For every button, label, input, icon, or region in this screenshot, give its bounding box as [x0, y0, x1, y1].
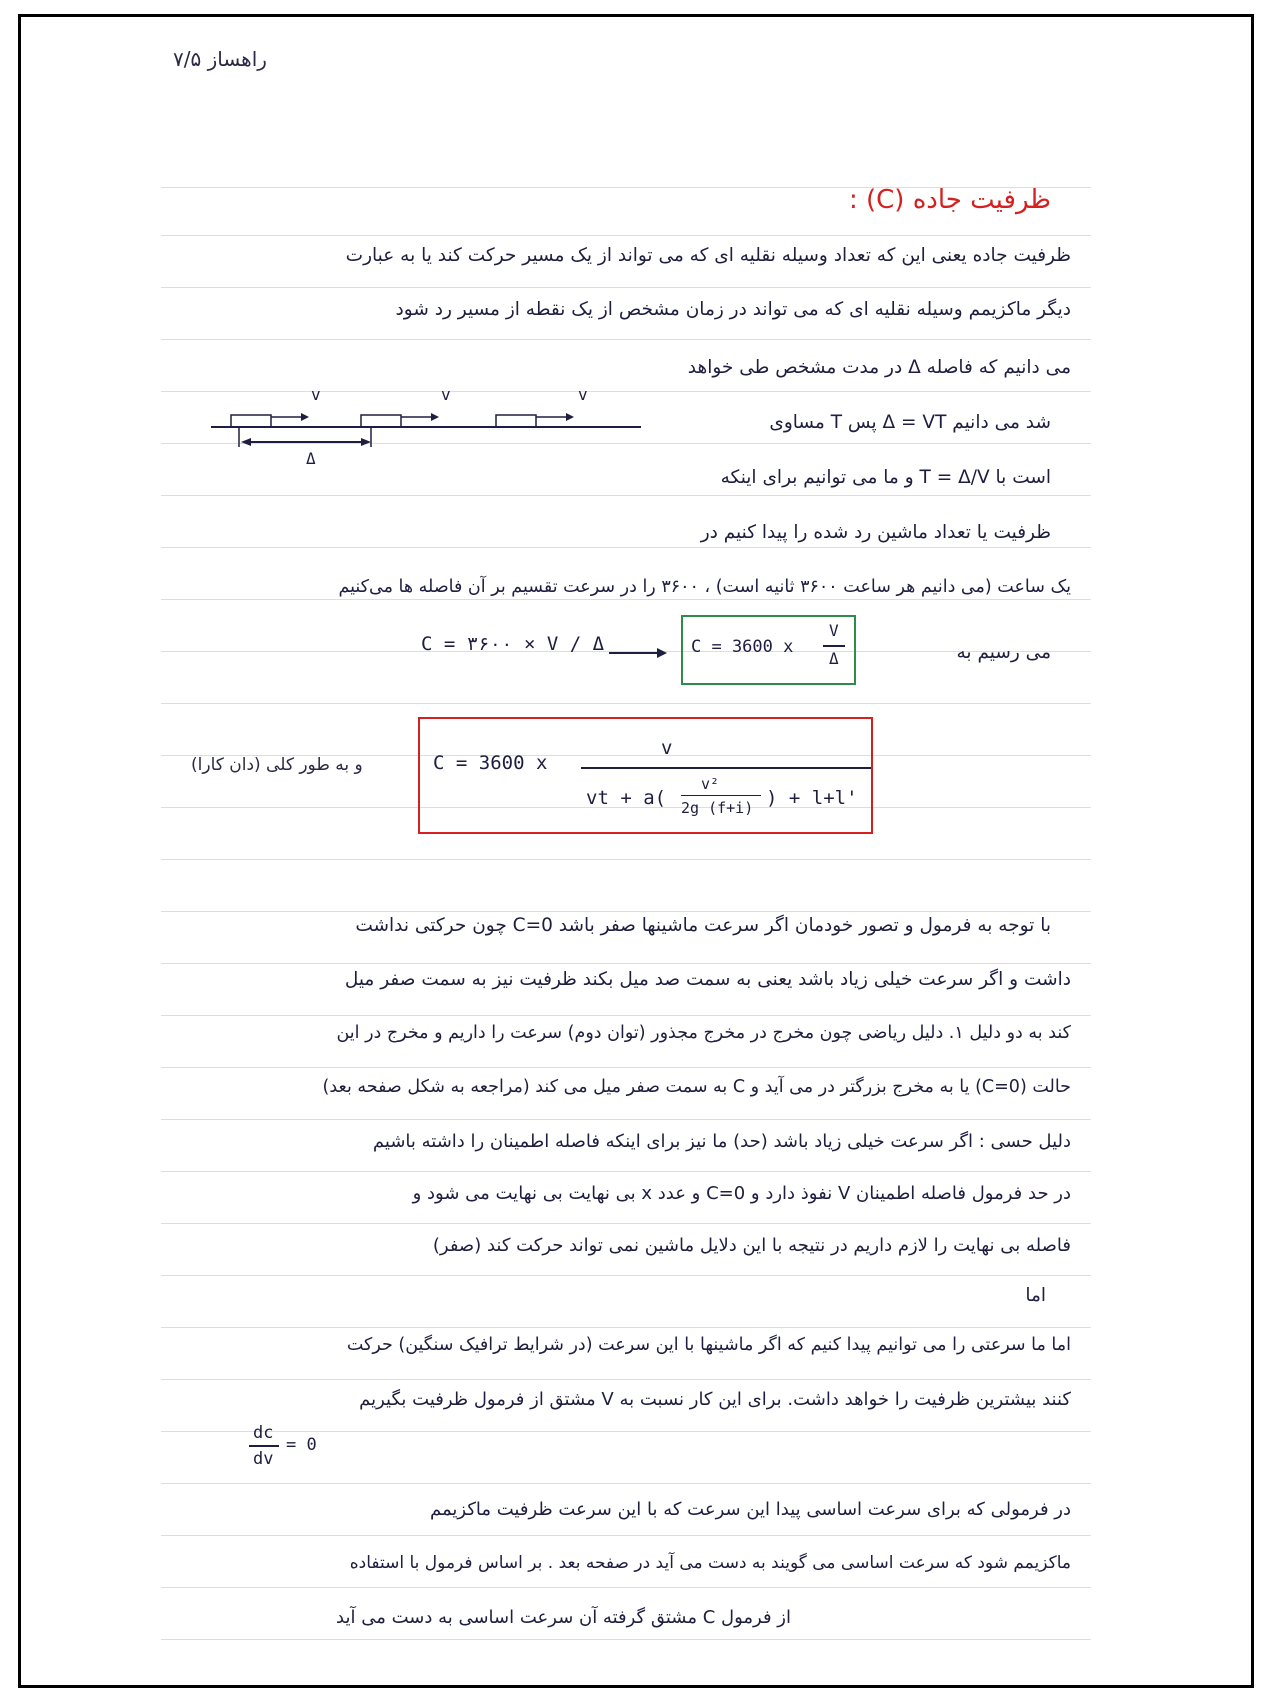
- text-line: در فرمولی که برای سرعت اساسی پیدا این سرعت که با این سرعت ظرفیت ماکزیمم: [430, 1499, 1071, 1520]
- fraction-bar: [681, 795, 761, 796]
- text-line: داشت و اگر سرعت خیلی زیاد باشد یعنی به سمت صد میل بکند ظرفیت نیز به سمت صفر میل: [344, 969, 1071, 990]
- rule-line: [161, 1015, 1091, 1016]
- text-line: اما ما سرعتی را می توانیم پیدا کنیم که اگر ماشینها با این سرعت (در شرایط ترافیک سنگین) حرکت: [346, 1335, 1071, 1355]
- rule-line: [161, 1327, 1091, 1328]
- rule-line: [161, 1639, 1091, 1640]
- formula-denominator-left: vt + a(: [586, 787, 667, 809]
- text-line: کنند بیشترین ظرفیت را خواهد داشت. برای این کار نسبت به V مشتق از فرمول ظرفیت بگیریم: [359, 1389, 1071, 1410]
- formula-numerator: V: [829, 621, 839, 640]
- rule-line: [161, 703, 1091, 704]
- rule-line: [161, 911, 1091, 912]
- arrow-right-icon: [609, 645, 669, 661]
- formula-numerator: v: [661, 737, 673, 759]
- text-line: حالت (C=0) یا به مخرج بزرگتر در می آید و C به سمت صفر میل می کند (مراجعه به شکل صفحه بعد): [322, 1077, 1071, 1097]
- rule-line: [161, 391, 1091, 392]
- delta-label: Δ: [306, 449, 316, 468]
- text-line: یک ساعت (می دانیم هر ساعت ۳۶۰۰ ثانیه است) ، ۳۶۰۰ را در سرعت تقسیم بر آن فاصله ها می‌کنیم: [338, 577, 1071, 597]
- formula-general-box: [418, 717, 873, 834]
- rule-line: [161, 1171, 1091, 1172]
- text-line: با توجه به فرمول و تصور خودمان اگر سرعت ماشینها صفر باشد C=0 چون حرکتی نداشت: [355, 915, 1051, 936]
- rule-line: [161, 1587, 1091, 1588]
- text-line: شد می دانیم Δ = VT پس T مساوی: [769, 412, 1051, 433]
- text-line: ظرفیت جاده یعنی این که تعداد وسیله نقلیه ای که می تواند از یک مسیر حرکت کند یا به عبارت: [345, 245, 1071, 266]
- text-line: ماکزیمم شود که سرعت اساسی می گویند به دست می آید در صفحه بعد . بر اساس فرمول با استفاده: [349, 1553, 1071, 1573]
- formula-inner-numerator: v²: [701, 775, 720, 793]
- rule-line: [161, 339, 1091, 340]
- vehicle-icon: [496, 415, 536, 427]
- derivative-denominator: dv: [253, 1449, 274, 1469]
- section-title: ظرفیت جاده (C) :: [848, 185, 1051, 215]
- velocity-label: v: [311, 385, 321, 404]
- page-number: راهساز ۷/۵: [173, 47, 267, 71]
- vehicle-icon: [231, 415, 271, 427]
- fraction-bar: [823, 645, 845, 647]
- formula-denominator: Δ: [829, 649, 839, 668]
- page-frame: [18, 14, 1254, 1688]
- rule-line: [161, 495, 1091, 496]
- rule-line: [161, 1535, 1091, 1536]
- rule-line: [161, 599, 1091, 600]
- derivative-numerator: dc: [253, 1423, 274, 1443]
- formula-capacity-draft: C = ۳۶۰۰ × V / Δ: [421, 633, 605, 655]
- text-line: از فرمول C مشتق گرفته آن سرعت اساسی به دست می آید: [336, 1607, 791, 1628]
- rule-line: [161, 1379, 1091, 1380]
- text-line: ظرفیت یا تعداد ماشین رد شده را پیدا کنیم در: [700, 522, 1051, 543]
- rule-line: [161, 1067, 1091, 1068]
- vehicle-spacing-diagram: [211, 397, 651, 487]
- text-line: در حد فرمول فاصله اطمینان V نفوذ دارد و C=0 و عدد x بی نهایت بی نهایت می شود و: [412, 1183, 1071, 1204]
- velocity-label: v: [578, 385, 588, 404]
- derivative-rhs: = 0: [286, 1435, 317, 1455]
- rule-line: [161, 1275, 1091, 1276]
- text-line: کند به دو دلیل ۱. دلیل ریاضی چون مخرج در مخرج مجذور (توان دوم) سرعت را داریم و مخرج در این: [336, 1023, 1071, 1043]
- text-line: می دانیم که فاصله Δ در مدت مشخص طی خواهد: [687, 357, 1071, 378]
- formula-inner-denominator: 2g (f+i): [681, 799, 754, 817]
- formula-lhs: C = 3600 x: [691, 637, 794, 657]
- text-line: است با T = Δ/V و ما می توانیم برای اینکه: [720, 467, 1051, 488]
- rule-line: [161, 1119, 1091, 1120]
- fraction-bar: [581, 767, 871, 769]
- rule-line: [161, 1223, 1091, 1224]
- text-line: می رسیم به: [956, 642, 1051, 663]
- rule-line: [161, 287, 1091, 288]
- rule-line: [161, 547, 1091, 548]
- velocity-label: v: [441, 385, 451, 404]
- text-line: فاصله بی نهایت را لازم داریم در نتیجه با این دلایل ماشین نمی تواند حرکت کند (صفر): [432, 1235, 1071, 1256]
- fraction-bar: [249, 1445, 279, 1447]
- text-line: دیگر ماکزیمم وسیله نقلیه ای که می تواند در زمان مشخص از یک نقطه از مسیر رد شود: [395, 299, 1071, 320]
- vehicle-icon: [361, 415, 401, 427]
- text-line: دلیل حسی : اگر سرعت خیلی زیاد باشد (حد) ما نیز برای اینکه فاصله اطمینان را داشته باشیم: [372, 1131, 1071, 1152]
- formula-denominator-right: ) + l+l': [766, 787, 858, 809]
- general-formula-label: و به طور کلی (دان کارا): [191, 755, 363, 775]
- rule-line: [161, 1483, 1091, 1484]
- formula-lhs: C = 3600 x: [433, 752, 548, 774]
- rule-line: [161, 1431, 1091, 1432]
- rule-line: [161, 859, 1091, 860]
- rule-line: [161, 963, 1091, 964]
- text-line: اما: [1025, 1285, 1046, 1306]
- rule-line: [161, 235, 1091, 236]
